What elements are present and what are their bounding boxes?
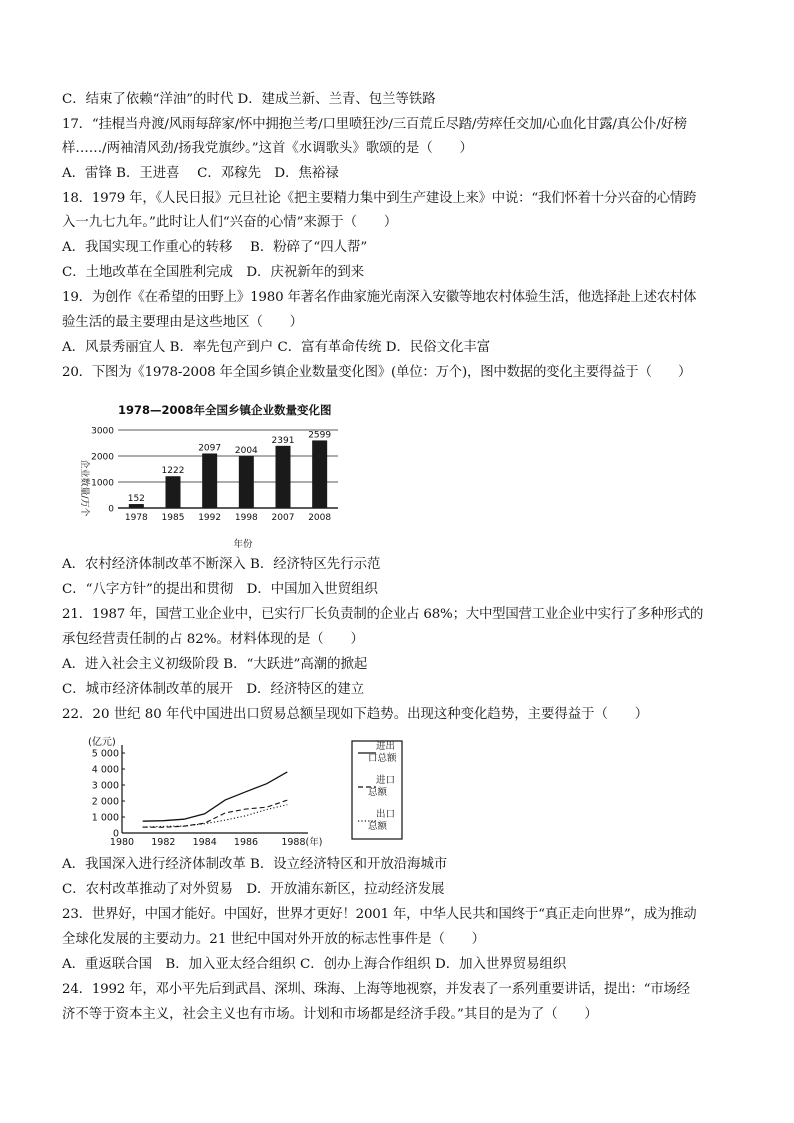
line-x-tick-label: 1982 [151, 837, 176, 848]
bar-2007 [276, 446, 291, 508]
bar-value-label: 2004 [234, 445, 258, 456]
question-21-options-cd: C．城市经济体制改革的展开 D．经济特区的建立 [62, 682, 365, 697]
line-x-tick-label: 1984 [192, 837, 217, 848]
legend-label-进出口总额 [368, 740, 397, 764]
question-17-options: A．雷锋 B．王进喜 C．邓稼先 D．焦裕禄 [62, 166, 339, 181]
line-y-tick-label: 1 000 [91, 812, 119, 824]
bar-y-tick-label: 0 [108, 504, 114, 515]
bar-value-label: 2599 [308, 430, 332, 441]
bar-chart-bars [129, 440, 327, 508]
bar-chart-gridlines [118, 430, 338, 508]
bar-2008 [312, 440, 327, 508]
bar-chart-xlabel: 年份 [233, 539, 253, 550]
bar-x-tick-label: 2007 [271, 513, 295, 523]
bar-1985 [166, 476, 181, 508]
legend-label-part: 出口 [376, 809, 396, 820]
bar-1978 [129, 504, 144, 508]
line-option-c-16: C．结束了依赖“洋油”的时代 D．建成兰新、兰青、包兰等铁路 [62, 92, 436, 107]
series-line-出口总额 [143, 805, 288, 827]
line-chart-ylabel: (亿元) [88, 737, 116, 748]
bar-chart-x-tick-labels [125, 513, 332, 523]
bar-chart-ylabel: 企业数量/万个 [79, 459, 89, 517]
bar-y-tick-label: 2000 [91, 452, 114, 463]
line-chart-x-ticks [110, 836, 323, 848]
bar-x-tick-label: 1978 [124, 513, 148, 523]
question-23-stem-cont: 全球化发展的主要动力。21 世纪中国对外开放的标志性事件是（ ） [62, 932, 486, 947]
question-24-stem: 24．1992 年，邓小平先后到武昌、深圳、珠海、上海等地视察，并发表了一系列重要讲话，提出：“市场经 [62, 982, 690, 997]
bar-value-label: 2097 [198, 443, 222, 454]
line-chart-axes [122, 745, 308, 833]
legend-label-part: 进出 [376, 741, 396, 752]
question-23-stem: 23．世界好，中国才能好。中国好，世界才更好！2001 年，中华人民共和国终于“真正走向世界”，成为推动 [62, 907, 697, 922]
question-20-options-ab: A．农村经济体制改革不断深入 B．经济特区先行示范 [62, 557, 381, 572]
question-21-options-ab: A．进入社会主义初级阶段 B．“大跃进”高潮的掀起 [62, 657, 368, 672]
question-22-options-cd: C．农村改革推动了对外贸易 D．开放浦东新区，拉动经济发展 [62, 882, 445, 897]
line-chart-y-ticks [92, 749, 125, 840]
question-20-stem: 20．下图为《1978-2008 年全国乡镇企业数量变化图》(单位：万个)，图中数据的变化主要得益于（ ） [62, 365, 692, 380]
line-chart-trade-volume [70, 733, 415, 853]
legend-label-part: 总额 [368, 821, 388, 832]
legend-label-part: 进口 [376, 775, 396, 786]
series-line-进口总额 [143, 800, 288, 827]
bar-x-tick-label: 1998 [234, 513, 258, 523]
bar-x-tick-label: 1992 [198, 513, 222, 523]
line-y-tick-label: 0 [112, 828, 119, 840]
line-chart-legend [358, 740, 397, 832]
question-19-stem: 19．为创作《在希望的田野上》1980 年著名作曲家施光南深入安徽等地农村体验生活，他选择赴上述农村体 [62, 290, 697, 305]
line-x-tick-label: 1988(年) [281, 837, 323, 848]
question-23-options: A．重返联合国 B．加入亚太经合组织 C．创办上海合作组织 D．加入世界贸易组织 [62, 957, 567, 972]
question-17-stem-cont: 样……/两袖清风劲/扬我党旗纱。”这首《水调歌头》歌颂的是（ ） [62, 141, 473, 156]
question-18-stem: 18．1979 年，《人民日报》元旦社论《把主要精力集中到生产建设上来》中说：“我们怀着十分兴奋的心情跨 [62, 191, 697, 206]
bar-chart-township-enterprises [68, 398, 358, 550]
line-x-tick-label: 1980 [109, 837, 135, 848]
line-x-tick-label: 1986 [233, 837, 259, 848]
bar-y-tick-label: 1000 [91, 478, 114, 489]
legend-label-part: 总额 [368, 787, 388, 798]
series-line-进出口总额 [143, 772, 288, 821]
bar-chart-value-labels [128, 430, 332, 504]
question-18-options-ab: A．我国实现工作重心的转移 B．粉碎了“四人帮” [62, 240, 368, 255]
bar-1992 [202, 453, 217, 508]
bar-chart-title: 1978—2008年全国乡镇企业数量变化图 [118, 403, 332, 417]
question-22-options-ab: A．我国深入进行经济体制改革 B．设立经济特区和开放沿海城市 [62, 857, 448, 872]
question-19-options: A．风景秀丽宜人 B．率先包产到户 C．富有革命传统 D．民俗文化丰富 [62, 340, 491, 355]
question-18-stem-cont: 入一九七九年。”此时让人们“兴奋的心情”来源于（ ） [62, 215, 398, 230]
line-y-tick-label: 4 000 [91, 764, 119, 776]
question-20-options-cd: C．“八字方针”的提出和贯彻 D．中国加入世贸组织 [62, 582, 378, 597]
question-21-stem: 21．1987 年，国营工业企业中，已实行厂长负责制的企业占 68%；大中型国营工业企业中实行了多种形式的 [62, 607, 704, 622]
line-y-tick-label: 3 000 [91, 780, 119, 792]
bar-value-label: 152 [127, 494, 145, 505]
line-chart-series [143, 772, 288, 827]
question-18-options-cd: C．土地改革在全国胜利完成 D．庆祝新年的到来 [62, 265, 365, 280]
legend-label-出口总额 [368, 808, 395, 832]
bar-x-tick-label: 1985 [161, 513, 185, 523]
line-y-tick-label: 2 000 [91, 796, 119, 808]
legend-label-进口总额 [368, 774, 395, 798]
legend-label-part: 口总额 [368, 753, 397, 764]
bar-value-label: 2391 [271, 435, 295, 446]
bar-value-label: 1222 [161, 466, 185, 477]
line-y-tick-label: 5 000 [91, 748, 119, 760]
question-24-stem-cont: 济不等于资本主义，社会主义也有市场。计划和市场都是经济手段。”其目的是为了（ ） [62, 1007, 598, 1022]
bar-1998 [239, 456, 254, 508]
bar-x-tick-label: 2008 [308, 513, 332, 523]
question-21-stem-cont: 承包经营责任制的占 82%。材料体现的是（ ） [62, 632, 364, 647]
question-19-stem-cont: 验生活的最主要理由是这些地区（ ） [62, 315, 304, 330]
question-22-stem: 22．20 世纪 80 年代中国进出口贸易总额呈现如下趋势。出现这种变化趋势，主要得益于（ ） [62, 707, 649, 722]
bar-chart-y-ticks [91, 427, 114, 515]
bar-y-tick-label: 3000 [91, 426, 114, 437]
question-17-stem: 17．“挂棍当舟渡/风雨每辞家/怀中拥抱兰考/口里喷狂沙/三百荒丘尽踏/劳瘁任交加/心血化甘露/真公仆/好榜 [62, 117, 687, 132]
